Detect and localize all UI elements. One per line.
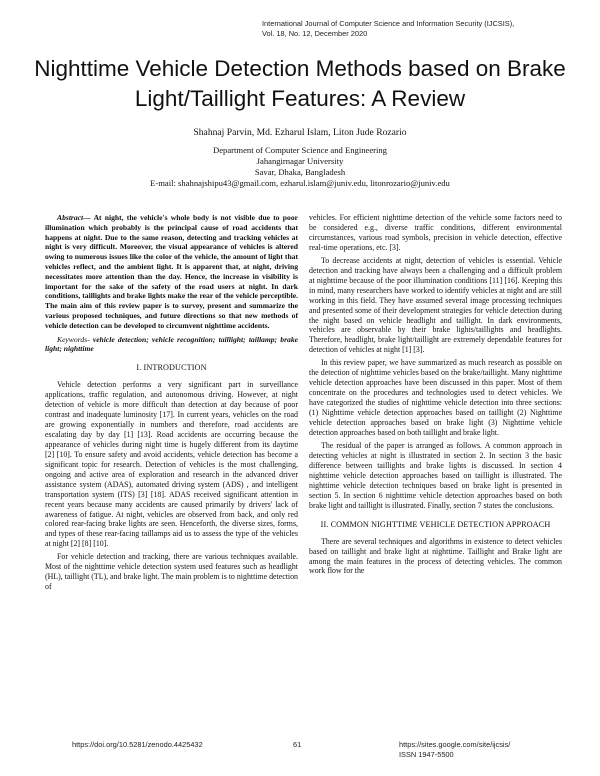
- city: Savar, Dhaka, Bangladesh: [254, 167, 346, 177]
- paragraph: Vehicle detection performs a very significant part in surveillance applications, traffic regulation, and autonomous driving. However, at night detection of vehicle is more difficult than detection at day because of poor contrast and inadequate luminosity [17]. In current years, vehicles on the road are growing exponentially in numbers and therefore, road accidents are escalating day by day [1] [13]. Road accidents are occurring because the appearance of vehicles during night time is hugely different from its daytime [2] [10]. To ensure safety and avoid accidents, vehicle detection has become a significant topic for research. Detection of vehicles is the most challenging, ongoing and active area of exploration and research in the advanced driver assistance system (ADAS), automated driving system (ADS) , and intelligent transportation system (ITS) [3] [18]. ADAS received significant attention in recent years because many accidents are caused primarily by drivers' lack of awareness of fatigue. At night, vehicles are observed from back, and only red colored rear-facing brake lights are seen. Henceforth, the diverse sizes, forms, and types of these rear-facing taillamps aid us to assess the type of the vehicles at night [2] [8] [10].: [45, 380, 298, 549]
- footer-site: [399, 740, 510, 760]
- affiliation: [40, 145, 560, 189]
- paragraph: For vehicle detection and tracking, there are various techniques available. Most of the nighttime vehicle detection system used features such as headlight (HL), taillight (TL), and brake light. The main problem is to nighttime detection of: [45, 552, 298, 592]
- authors: Shahnaj Parvin, Md. Ezharul Islam, Liton Jude Rozario: [193, 127, 407, 138]
- paper-title: [20, 54, 580, 114]
- journal-volume: Vol. 18, No. 12, December 2020: [262, 29, 368, 38]
- keywords: [45, 335, 298, 355]
- paragraph: The residual of the paper is arranged as follows. A common approach in detecting vehicles at night is illustrated in section 2. In section 3 the basic difference between taillights and brake lights is discussed. In section 4 nighttime vehicle detection approaches based on taillight is illustrated. The nighttime vehicle detection techniques based on brake light is presented in section 5. In section 6 nighttime vehicle detection approaches based on both brake light and taillight is illustrated. Finally, section 7 states the conclusions.: [309, 440, 562, 510]
- footer-doi-link[interactable]: https://doi.org/10.5281/zenodo.4425432: [72, 740, 203, 749]
- title-line-1: Nighttime Vehicle Detection Methods based on Brake: [34, 56, 566, 81]
- footer-issn: ISSN 1947-5500: [399, 750, 454, 759]
- paragraph: In this review paper, we have summarized as much research as possible on the detection of nighttime vehicles based on the brake/taillight. Many nighttime vehicle detection approaches have been discussed in this paper. Most of them concentrate on the procedures and technologies used to detect vehicles. We have categorized the studies of nighttime vehicle detection into three sections: (1) Nighttime vehicle detection approaches based on taillight (2) Nighttime vehicle detection approaches based on brake light (3) Nighttime vehicle detection approaches based on both taillight and brake light.: [309, 358, 562, 438]
- department: Department of Computer Science and Engineering: [213, 145, 387, 155]
- paragraph: There are several techniques and algorithms in existence to detect vehicles based on taillight and brake light at nighttime. Taillight and Brake light are among the main features in the process of detecting vehicles. The common work flow for the: [309, 536, 562, 576]
- right-column: [309, 213, 562, 579]
- title-line-2: Light/Taillight Features: A Review: [134, 86, 466, 111]
- paragraph: vehicles. For efficient nighttime detection of the vehicle some factors need to be considered e.g., diverse traffic conditions, different environmental circumstances, various road symbols, precision in vehicle detection, effective real-time operations, etc. [3].: [309, 213, 562, 252]
- section-heading-introduction: I. INTRODUCTION: [136, 363, 207, 373]
- journal-name: International Journal of Computer Science and Information Security (IJCSIS),: [262, 19, 515, 28]
- university: Jahangirnagar University: [256, 156, 344, 166]
- footer-site-link[interactable]: https://sites.google.com/site/ijcsis/: [399, 740, 511, 749]
- section-heading-common-approach: II. COMMON NIGHTTIME VEHICLE DETECTION APPROACH: [320, 519, 551, 529]
- keywords-lead: Keywords-: [57, 334, 90, 344]
- emails: E-mail: shahnajshipu43@gmail.com, ezharul.islam@juniv.edu, litonrozario@juniv.edu: [150, 178, 450, 188]
- journal-header: [262, 19, 582, 39]
- paragraph: To decrease accidents at night, detection of vehicles is essential. Vehicle detection and tracking have always been a challenging and a difficult problem at nighttime because of the poor illumination conditions [11] [16]. Keeping this in mind, many researchers have worked to identify vehicles at night and are still working in this field. They have assumed several image processing techniques and presented some of their development strategies for vehicle detection during the night based on vehicle headlight and taillight. In dark environments, vehicles are observable by their brake lights/taillights and headlights. Therefore, headlight, brake light/taillight are extremely dependable features for detection of vehicles at night [1] [3].: [309, 255, 562, 355]
- abstract-lead: Abstract—: [57, 213, 91, 222]
- abstract: [45, 213, 298, 331]
- page-number: 61: [293, 740, 302, 749]
- left-column: [45, 213, 298, 595]
- keywords-text: vehicle detection; vehicle recognition; taillight; taillamp; brake light; nighttime: [45, 334, 298, 354]
- abstract-text: At night, the vehicle's whole body is not visible due to poor illumination which probably is the principal cause of road accidents that happens at night. Due to the same reason, detecting and tracking vehicles at night is very difficult. Moreover, the visual appearance of vehicles is altered owing to numerous issues like the color of the vehicle, the amount of light that vehicles reflect, and the ambient light. It is apparent that, at night, driving necessitates more attention than the day. Hence, the increase in visibility is important for the sake of the safety of the road users at night. In dark conditions, taillights and brake lights make the rear of the vehicle perceptible. The main aim of this review paper is to survey, present and summarize the various proposed techniques, and future directions so that new methods of vehicle detection can be developed to circumvent nighttime accidents.: [45, 213, 298, 330]
